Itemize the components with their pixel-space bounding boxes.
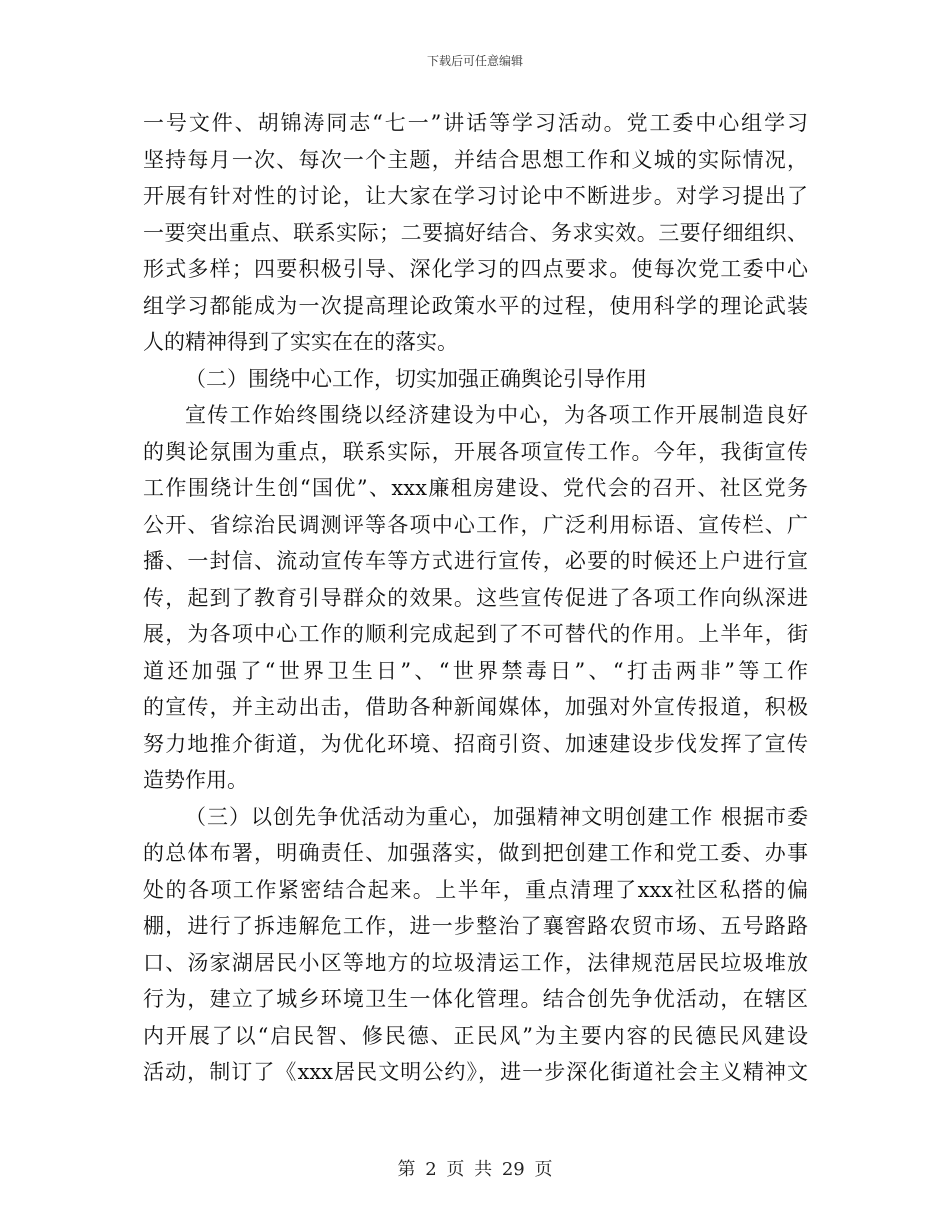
body-line: 努力地推介街道，为优化环境、招商引资、加速建设步伐发挥了宣传 — [143, 731, 808, 756]
section-heading: （二）围绕中心工作，切实加强正确舆论引导作用 — [185, 366, 647, 391]
body-line: 的舆论氛围为重点，联系实际，开展各项宣传工作。今年，我街宣传 — [143, 439, 808, 464]
body-line: 口、汤家湖居民小区等地方的垃圾清运工作，法律规范居民垃圾堆放 — [143, 950, 808, 975]
body-line: 的宣传，并主动出击，借助各种新闻媒体，加强对外宣传报道，积极 — [143, 695, 808, 719]
body-line: 展，为各项中心工作的顺利完成起到了不可替代的作用。上半年，街 — [143, 622, 808, 646]
section-heading: （三）以创先争优活动为重心，加强精神文明创建工作 根据市委 — [185, 804, 808, 829]
body-line: 公开、省综治民调测评等各项中心工作，广泛利用标语、宣传栏、广 — [143, 512, 808, 537]
body-line: 处的各项工作紧密结合起来。上半年，重点清理了xxx社区私搭的偏 — [143, 877, 808, 902]
body-line: 行为，建立了城乡环境卫生一体化管理。结合创先争优活动，在辖区 — [143, 987, 808, 1011]
body-line: 棚，进行了拆违解危工作，进一步整治了襄窖路农贸市场、五号路路 — [143, 914, 808, 938]
body-line: 传，起到了教育引导群众的效果。这些宣传促进了各项工作向纵深进 — [143, 585, 808, 610]
body-line: 造势作用。 — [143, 768, 248, 792]
body-line: 道还加强了“世界卫生日”、“世界禁毒日”、“打击两非”等工作 — [143, 658, 808, 683]
body-line: 组学习都能成为一次提高理论政策水平的过程，使用科学的理论武装 — [143, 293, 808, 318]
page-header: 下载后可任意编辑 — [426, 54, 523, 68]
body-line: 一号文件、胡锦涛同志“七一”讲话等学习活动。党工委中心组学习 — [143, 111, 808, 135]
page-number-footer: 第 2 页 共 29 页 — [397, 1159, 553, 1180]
body-line: 宣传工作始终围绕以经济建设为中心，为各项工作开展制造良好 — [185, 403, 808, 427]
document-body — [143, 105, 808, 1091]
body-line: 形式多样；四要积极引导、深化学习的四点要求。使每次党工委中心 — [143, 257, 808, 281]
body-line: 开展有针对性的讨论，让大家在学习讨论中不断进步。对学习提出了 — [143, 184, 808, 208]
body-line: 内开展了以“启民智、修民德、正民风”为主要内容的民德民风建设 — [143, 1023, 808, 1048]
body-line: 工作围绕计生创“国优”、xxx廉租房建设、党代会的召开、社区党务 — [143, 476, 808, 500]
body-line: 的总体布署，明确责任、加强落实，做到把创建工作和党工委、办事 — [143, 841, 808, 865]
body-line: 坚持每月一次、每次一个主题，并结合思想工作和义城的实际情况， — [143, 147, 808, 172]
body-line: 播、一封信、流动宣传车等方式进行宣传，必要的时候还上户进行宣 — [143, 549, 808, 573]
body-line: 人的精神得到了实实在在的落实。 — [143, 330, 458, 354]
body-line: 活动，制订了《xxx居民文明公约》，进一步深化街道社会主义精神文 — [143, 1060, 808, 1084]
body-line: 一要突出重点、联系实际；二要搞好结合、务求实效。三要仔细组织、 — [143, 220, 808, 245]
